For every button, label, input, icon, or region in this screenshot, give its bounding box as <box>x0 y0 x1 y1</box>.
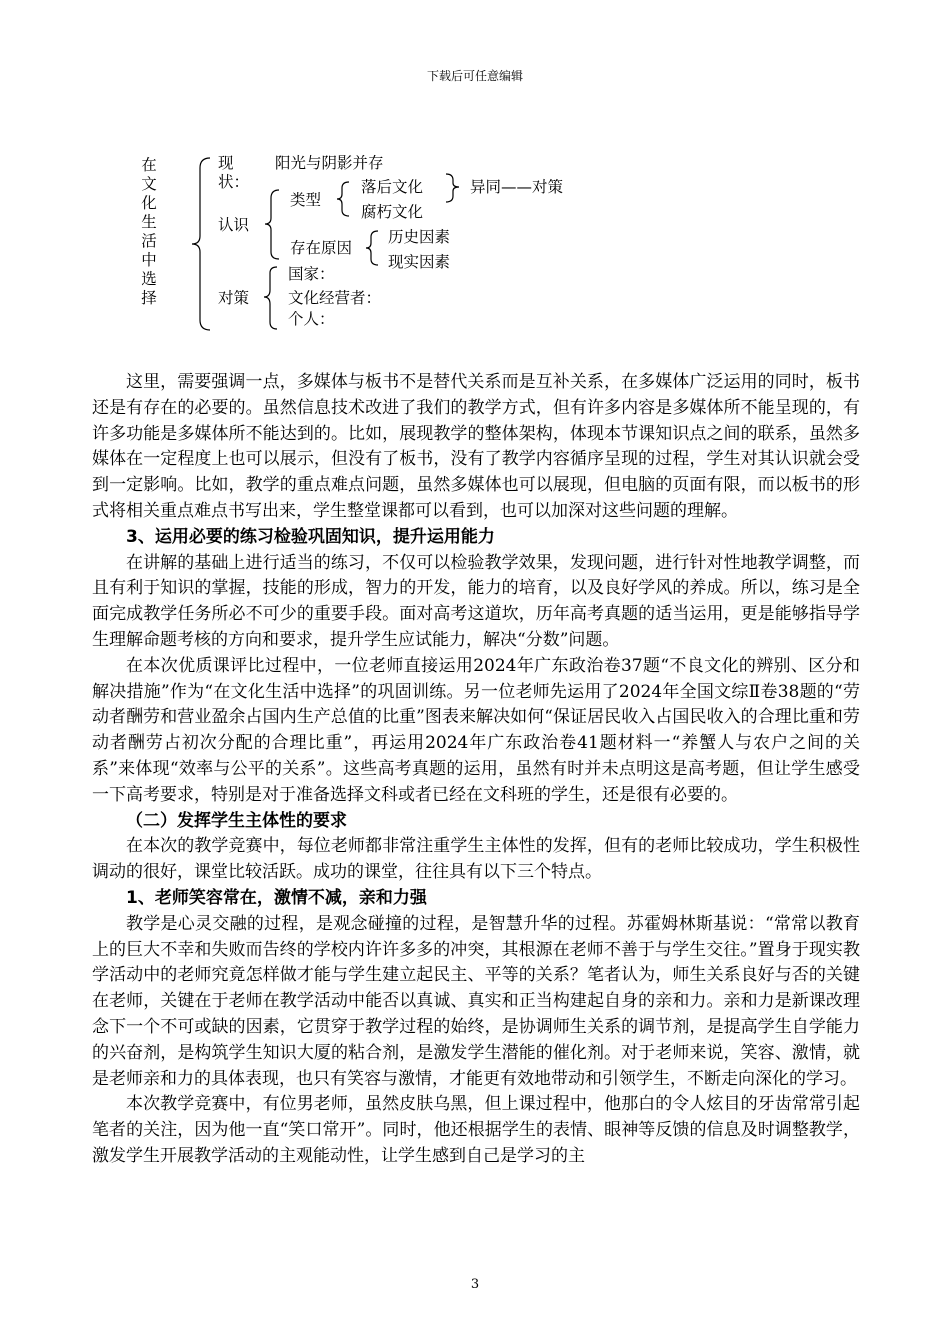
status-label-line2: 状： <box>218 173 250 191</box>
measure-item: 国家： <box>288 265 335 283</box>
status-value: 阳光与阴影并存 <box>275 154 384 172</box>
title-char: 择 <box>141 289 157 307</box>
status-label-line1: 现 <box>218 154 234 172</box>
title-char: 文 <box>141 175 157 193</box>
cause-label: 存在原因 <box>290 239 353 257</box>
paragraph: 在本次的教学竞赛中，每位老师都非常注重学生主体性的发挥，但有的老师比较成功，学生积极性调动的很好，课堂比较活跃。成功的课堂，往往具有以下三个特点。 <box>92 836 860 883</box>
cause-brace <box>366 231 378 265</box>
title-char: 化 <box>141 194 157 212</box>
type-result: 异同——对策 <box>470 178 564 196</box>
type-label: 类型 <box>290 191 322 209</box>
section-heading: 3、运用必要的练习检验巩固知识，提升运用能力 <box>126 526 495 547</box>
paragraph: 教学是心灵交融的过程，是观念碰撞的过程，是智慧升华的过程。苏霍姆林斯基说：“常常以教育上的巨大不幸和失败而告终的学校内许许多多的冲突，其根源在老师不善于与学生交往。”置身于现实教学活动中的老师究竟怎样做才能与学生建立起民主、平等的关系？笔者认为，师生关系良好与否的关键在老师，关键在于老师在教学活动中能否以真诚、真实和正当构建起自身的亲和力。亲和力是新课改理念下一个不可或缺的因素，它贯穿于教学过程的始终，是协调师生关系的调节剂，是提高学生自学能力的兴奋剂，是构筑学生知识大厦的粘合剂，是激发学生潜能的催化剂。对于老师来说，笑容、激情，就是老师亲和力的具体表现，也只有笑容与激情，才能更有效地带动和引领学生，不断走向深化的学习。 <box>92 913 860 1089</box>
page-header: 下载后可任意编辑 <box>426 69 523 83</box>
title-char: 生 <box>141 213 157 231</box>
paragraph: 在本次优质课评比过程中，一位老师直接运用2024年广东政治卷37题“不良文化的辨别、区分和解决措施”作为“在文化生活中选择”的巩固训练。另一位老师先运用了2024年全国文综Ⅱ卷38题的“劳动者酬劳和营业盈余占国内生产总值的比重”图表来解决如何“保证居民收入占国民收入的合理比重和劳动者酬劳占初次分配的合理比重”，再运用2024年广东政治卷41题材料一“养蟹人与农户之间的关系”来体现“效率与公平的关系”。这些高考真题的运用，虽然有时并未点明这是高考题，但让学生感受一下高考要求，特别是对于准备选择文科或者已经在文科班的学生，还是很有必要的。 <box>92 655 860 805</box>
paragraph: 在讲解的基础上进行适当的练习，不仅可以检验教学效果，发现问题，进行针对性地教学调整，而且有利于知识的掌握，技能的形成，智力的开发，能力的培育，以及良好学风的养成。所以，练习是全面完成教学任务所必不可少的重要手段。面对高考这道坎，历年高考真题的适当运用，更是能够指导学生理解命题考核的方向和要求，提升学生应试能力，解决“分数”问题。 <box>92 552 860 650</box>
page-number: 3 <box>470 1277 480 1292</box>
title-char: 活 <box>141 232 157 250</box>
paragraph: 这里，需要强调一点，多媒体与板书不是替代关系而是互补关系，在多媒体广泛运用的同时，板书还是有存在的必要的。虽然信息技术改进了我们的教学方式，但有许多内容是多媒体所不能呈现的，有许多功能是多媒体所不能达到的。比如，展现教学的整体架构，体现本节课知识点之间的联系，虽然多媒体在一定程度上也可以展示，但没有了板书，没有了教学内容循序呈现的过程，学生对其认识就会受到一定影响。比如，教学的重点难点问题，虽然多媒体也可以展现，但电脑的页面有限，而以板书的形式将相关重点难点书写出来，学生整堂课都可以看到，也可以加深对这些问题的理解。 <box>92 372 860 521</box>
type-item: 腐朽文化 <box>361 203 424 221</box>
measure-label: 对策 <box>218 289 250 307</box>
measure-brace <box>264 267 277 329</box>
measure-item: 个人： <box>288 310 335 328</box>
cause-item: 历史因素 <box>388 228 451 246</box>
title-char: 在 <box>141 156 157 174</box>
title-char: 选 <box>141 270 157 288</box>
recognize-label: 认识 <box>218 216 250 234</box>
cause-item: 现实因素 <box>388 253 451 271</box>
recognize-brace <box>265 190 279 259</box>
body-text <box>92 370 860 1170</box>
result-brace <box>446 174 459 202</box>
diagram-braces <box>0 0 950 340</box>
section-heading: （二）发挥学生主体性的要求 <box>126 810 347 831</box>
concept-diagram <box>0 0 950 340</box>
paragraph: 本次教学竞赛中，有位男老师，虽然皮肤乌黑，但上课过程中，他那白的令人炫目的牙齿常常引起笔者的关注，因为他一直“笑口常开”。同时，他还根据学生的表情、眼神等反馈的信息及时调整教学，激发学生开展教学活动的主观能动性，让学生感到自己是学习的主 <box>92 1094 860 1166</box>
main-brace <box>192 158 210 330</box>
section-heading: 1、老师笑容常在，激情不减，亲和力强 <box>126 887 427 908</box>
measure-item: 文化经营者： <box>288 289 382 307</box>
type-item: 落后文化 <box>361 178 424 196</box>
title-char: 中 <box>141 251 157 269</box>
type-brace <box>337 182 349 216</box>
